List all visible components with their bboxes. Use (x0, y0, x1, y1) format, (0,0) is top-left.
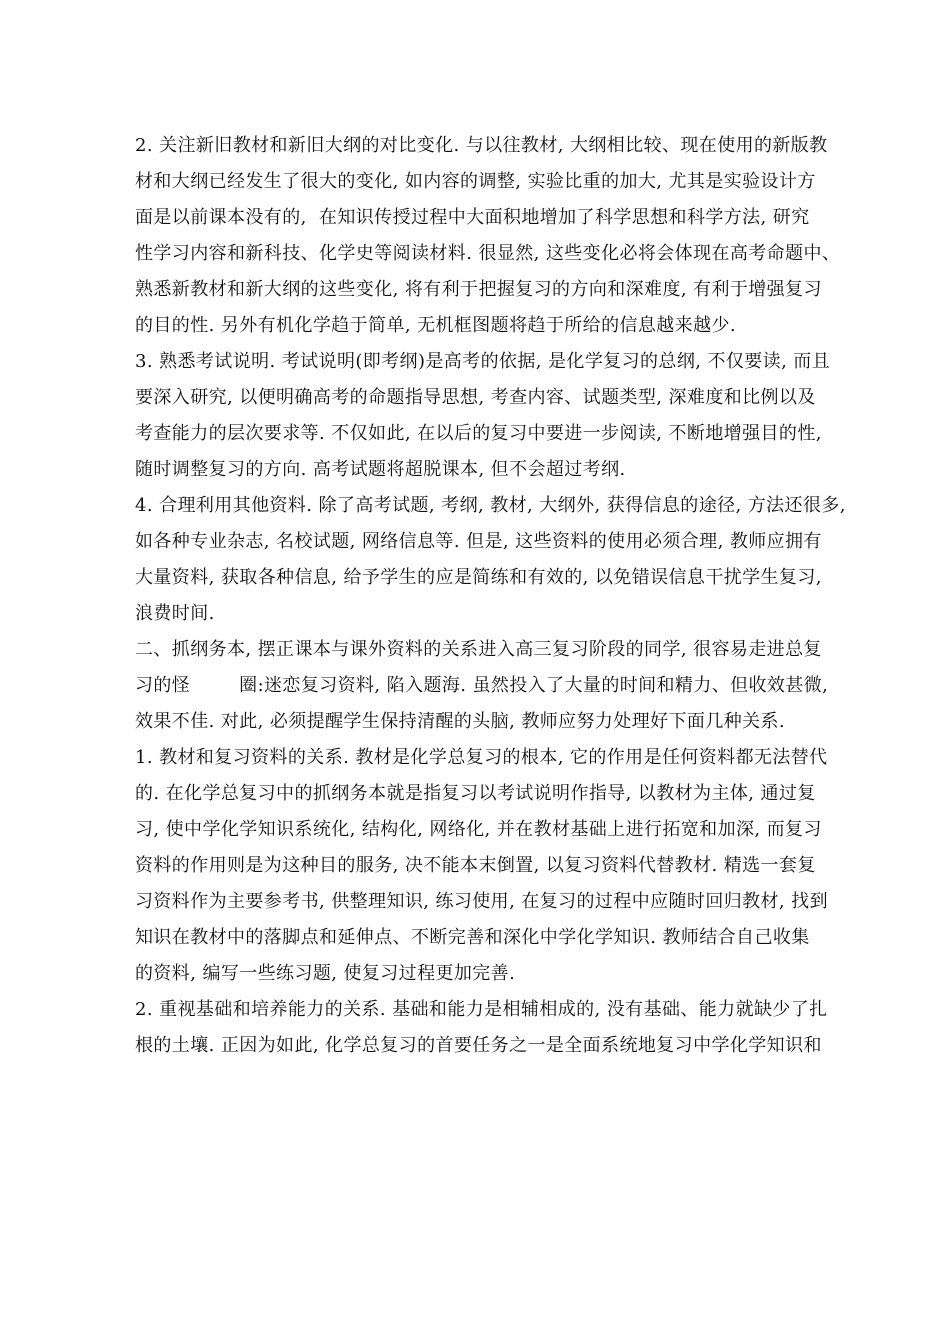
text-line: 知识在教材中的落脚点和延伸点、不断完善和深化中学化学知识. 教师结合自己收集 (135, 927, 810, 948)
text-line: 浪费时间. (135, 603, 215, 624)
body-text (135, 128, 865, 1064)
text-line: 的目的性. 另外有机化学趋于简单, 无机框图题将趋于所给的信息越来越少. (135, 315, 737, 336)
text-line: 4. 合理利用其他资料. 除了高考试题, 考纲, 教材, 大纲外, 获得信息的途径, 方法还很多, (135, 495, 846, 516)
text-line: 3. 熟悉考试说明. 考试说明(即考纲)是高考的依据, 是化学复习的总纲, 不仅要读, 而且 (135, 351, 831, 372)
text-line: 大量资料, 获取各种信息, 给予学生的应是简练和有效的, 以免错误信息干扰学生复习, (135, 567, 822, 588)
text-line: 随时调整复习的方向. 高考试题将超脱课本, 但不会超过考纲. (135, 459, 626, 480)
text-line: 习, 使中学化学知识系统化, 结构化, 网络化, 并在教材基础上进行拓宽和加深, 而复习 (135, 819, 822, 840)
text-line: 的资料, 编写一些练习题, 使复习过程更加完善. (135, 963, 516, 984)
text-line: 习的怪 圈:迷恋复习资料, 陷入题海. 虽然投入了大量的时间和精力、但收效甚微, (135, 675, 829, 696)
text-line: 1. 教材和复习资料的关系. 教材是化学总复习的根本, 它的作用是任何资料都无法替代 (135, 747, 828, 768)
text-line: 面是以前课本没有的, 在知识传授过程中大面积地增加了科学思想和科学方法, 研究 (135, 207, 810, 228)
text-line: 材和大纲已经发生了很大的变化, 如内容的调整, 实验比重的加大, 尤其是实验设计方 (135, 171, 816, 192)
text-line: 如各种专业杂志, 名校试题, 网络信息等. 但是, 这些资料的使用必须合理, 教师应拥有 (135, 531, 822, 552)
text-line: 资料的作用则是为这种目的服务, 决不能本末倒置, 以复习资料代替教材. 精选一套复 (135, 855, 816, 876)
text-line: 二、抓纲务本, 摆正课本与课外资料的关系进入高三复习阶段的同学, 很容易走进总复 (135, 639, 822, 660)
text-line: 根的土壤. 正因为如此, 化学总复习的首要任务之一是全面系统地复习中学化学知识和 (135, 1035, 822, 1056)
text-line: 要深入研究, 以便明确高考的命题指导思想, 考查内容、试题类型, 深难度和比例以及 (135, 387, 816, 408)
text-line: 习资料作为主要参考书, 供整理知识, 练习使用, 在复习的过程中应随时回归教材, 找到 (135, 891, 828, 912)
text-line: 2. 重视基础和培养能力的关系. 基础和能力是相辅相成的, 没有基础、能力就缺少了扎 (135, 999, 828, 1020)
text-line: 2. 关注新旧教材和新旧大纲的对比变化. 与以往教材, 大纲相比较、现在使用的新版教 (135, 135, 828, 156)
text-line: 熟悉新教材和新大纲的这些变化, 将有利于把握复习的方向和深难度, 有利于增强复习 (135, 279, 822, 300)
text-line: 的. 在化学总复习中的抓纲务本就是指复习以考试说明作指导, 以教材为主体, 通过复 (135, 783, 816, 804)
text-line: 性学习内容和新科技、化学史等阅读材料. 很显然, 这些变化必将会体现在高考命题中、 (135, 243, 841, 264)
text-line: 效果不佳. 对此, 必须提醒学生保持清醒的头脑, 教师应努力处理好下面几种关系. (135, 711, 786, 732)
text-line: 考查能力的层次要求等. 不仅如此, 在以后的复习中要进一步阅读, 不断地增强目的性, (135, 423, 822, 444)
